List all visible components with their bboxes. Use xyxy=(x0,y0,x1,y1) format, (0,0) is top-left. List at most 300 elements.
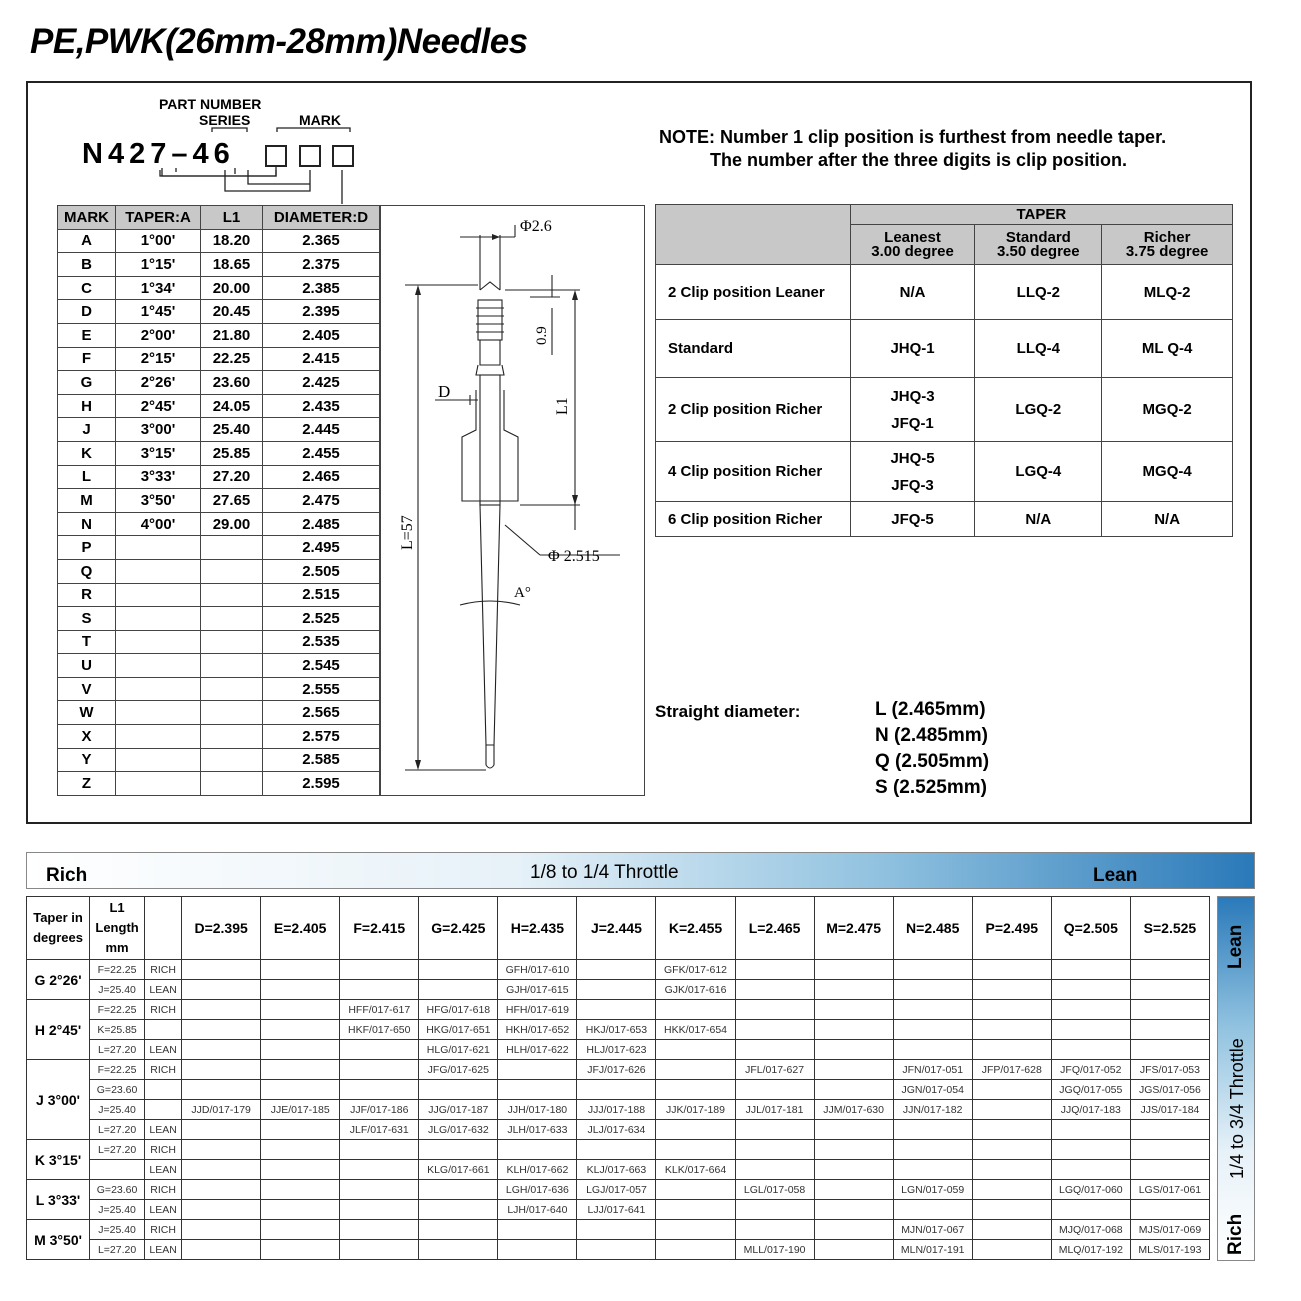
needle-code-cell xyxy=(1130,1020,1209,1040)
needle-code-cell xyxy=(972,1040,1051,1060)
table-cell xyxy=(201,748,263,772)
dim-D-label: D xyxy=(438,382,451,401)
needle-code-cell xyxy=(893,1140,972,1160)
column-name: Standard xyxy=(1005,228,1071,246)
table-row xyxy=(58,441,380,465)
table-cell xyxy=(116,677,201,701)
needle-code-cell: KLJ/017-663 xyxy=(577,1160,656,1180)
table-cell: 2.585 xyxy=(263,748,380,772)
length-cell: L=27.20 xyxy=(90,1120,145,1140)
needle-code-cell: JFJ/017-626 xyxy=(577,1060,656,1080)
needle-code-cell: JGS/017-056 xyxy=(1130,1080,1209,1100)
needle-code-cell xyxy=(419,1080,498,1100)
needle-code-cell: HKJ/017-653 xyxy=(577,1020,656,1040)
needle-code-cell xyxy=(814,1200,893,1220)
needle-code-cell xyxy=(656,1060,735,1080)
needle-code-cell xyxy=(182,1000,261,1020)
row-label: 6 Clip position Richer xyxy=(656,502,851,537)
needle-code-cell: HKK/017-654 xyxy=(656,1020,735,1040)
needle-code-cell: JJE/017-185 xyxy=(261,1100,340,1120)
straight-diameter-value: N (2.485mm) xyxy=(875,725,988,746)
table-row xyxy=(58,489,380,513)
needle-code-cell: JJG/017-187 xyxy=(419,1100,498,1120)
needle-code-cell xyxy=(498,1080,577,1100)
straight-diameter-value: S (2.525mm) xyxy=(875,777,987,798)
table-cell: 20.45 xyxy=(201,300,263,324)
table-row xyxy=(58,418,380,442)
needle-code-cell xyxy=(419,980,498,1000)
needle-code-cell xyxy=(735,1140,814,1160)
table-cell: C xyxy=(58,276,116,300)
needle-code-cell xyxy=(261,980,340,1000)
needle-code-cell: HKF/017-650 xyxy=(340,1020,419,1040)
needle-code-cell xyxy=(656,1080,735,1100)
mark-table-header: TAPER:A xyxy=(116,206,201,230)
table-cell: T xyxy=(58,630,116,654)
needle-code: LLQ-2 xyxy=(1016,283,1060,301)
table-cell: B xyxy=(58,253,116,277)
table-cell: 3°33' xyxy=(116,465,201,489)
taper-column-header xyxy=(975,225,1102,265)
needle-code-cell xyxy=(972,1240,1051,1260)
length-cell: L=27.20 xyxy=(90,1240,145,1260)
needle-code-cell xyxy=(261,1080,340,1100)
needle-code-cell xyxy=(1051,1000,1130,1020)
needle-code-cell xyxy=(498,1140,577,1160)
table-cell: R xyxy=(58,583,116,607)
table-row xyxy=(58,253,380,277)
needle-code-cell: MLQ/017-192 xyxy=(1051,1240,1130,1260)
needle-code-cell: JGN/017-054 xyxy=(893,1080,972,1100)
column-header: L=2.465 xyxy=(735,897,814,960)
needle-code-cell xyxy=(182,1140,261,1160)
band-rich-label: Rich xyxy=(46,865,88,886)
needle-code-cell xyxy=(656,1220,735,1240)
needle-code-cell: HFH/017-619 xyxy=(498,1000,577,1020)
needle-code-cell: GJH/017-615 xyxy=(498,980,577,1000)
taper-header: TAPER xyxy=(850,205,1232,225)
needle-code-cell xyxy=(814,980,893,1000)
needle-code-cell xyxy=(340,1200,419,1220)
note-line-1 xyxy=(659,127,1166,148)
needle-code-cell: JGQ/017-055 xyxy=(1051,1080,1130,1100)
table-cell: L xyxy=(58,465,116,489)
needle-code-cell: JJF/017-186 xyxy=(340,1100,419,1120)
length-cell: F=22.25 xyxy=(90,1000,145,1020)
table-row xyxy=(656,502,1233,537)
table-row xyxy=(656,378,1233,442)
needle-code-cell xyxy=(735,1220,814,1240)
table-cell: 3°00' xyxy=(116,418,201,442)
table-cell: 22.25 xyxy=(201,347,263,371)
table-cell xyxy=(975,378,1102,442)
needle-code-cell xyxy=(972,1020,1051,1040)
needle-code-cell: KLH/017-662 xyxy=(498,1160,577,1180)
needle-code-cell xyxy=(814,960,893,980)
needle-code: MGQ-2 xyxy=(1142,401,1192,418)
taper-column-header xyxy=(1102,225,1233,265)
angle-label: A° xyxy=(514,585,531,601)
needle-code-cell: JLF/017-631 xyxy=(340,1120,419,1140)
length-cell: J=25.40 xyxy=(90,1100,145,1120)
row-label: 2 Clip position Leaner xyxy=(656,265,851,320)
needle-code-cell xyxy=(261,1240,340,1260)
needle-code-cell: GFK/017-612 xyxy=(656,960,735,980)
needle-code-cell xyxy=(1130,1140,1209,1160)
table-cell xyxy=(1102,378,1233,442)
needle-code-cell xyxy=(893,1120,972,1140)
table-row xyxy=(58,276,380,300)
table-cell xyxy=(201,654,263,678)
table-row xyxy=(58,725,380,749)
part-number-label: PART NUMBER xyxy=(159,96,262,112)
needle-code-cell xyxy=(1051,1140,1130,1160)
column-degree: 3.50 degree xyxy=(997,242,1080,260)
needle-code-cell xyxy=(893,980,972,1000)
table-cell: 2.445 xyxy=(263,418,380,442)
rich-lean-cell xyxy=(145,1020,182,1040)
needle-code-cell: MJQ/017-068 xyxy=(1051,1220,1130,1240)
needle-code-cell xyxy=(972,1120,1051,1140)
table-cell: 21.80 xyxy=(201,323,263,347)
table-row xyxy=(58,748,380,772)
table-cell xyxy=(975,320,1102,378)
needle-code-cell xyxy=(1051,1020,1130,1040)
needle-code-cell xyxy=(182,1120,261,1140)
rich-lean-cell: RICH xyxy=(145,1000,182,1020)
needle-code-cell: HFF/017-617 xyxy=(340,1000,419,1020)
table-cell xyxy=(1102,502,1233,537)
needle-code-cell: JFL/017-627 xyxy=(735,1060,814,1080)
needle-code-cell xyxy=(814,1180,893,1200)
needle-code-cell xyxy=(498,1060,577,1080)
needle-code: JFQ-5 xyxy=(891,510,934,528)
table-cell: 2.575 xyxy=(263,725,380,749)
column-header: E=2.405 xyxy=(261,897,340,960)
table-cell xyxy=(975,442,1102,502)
table-cell: H xyxy=(58,394,116,418)
needle-code-cell xyxy=(340,1240,419,1260)
table-cell: Q xyxy=(58,559,116,583)
table-cell xyxy=(1102,320,1233,378)
needle-code-cell xyxy=(972,1180,1051,1200)
needle-code: JHQ-1 xyxy=(890,340,935,357)
table-row xyxy=(27,1160,1210,1180)
needle-code-cell xyxy=(261,1200,340,1220)
needle-code-cell: JJL/017-181 xyxy=(735,1100,814,1120)
table-cell: U xyxy=(58,654,116,678)
needle-code-cell xyxy=(735,1200,814,1220)
table-cell xyxy=(201,559,263,583)
needle-code-cell: JFP/017-628 xyxy=(972,1060,1051,1080)
needle-code-cell: JLG/017-632 xyxy=(419,1120,498,1140)
needle-code: JHQ-3 xyxy=(890,387,935,405)
needle-code-cell: HFG/017-618 xyxy=(419,1000,498,1020)
column-header xyxy=(145,897,182,960)
table-row xyxy=(58,347,380,371)
table-cell: 1°45' xyxy=(116,300,201,324)
mark-label: MARK xyxy=(299,112,341,128)
needle-code-cell xyxy=(656,1200,735,1220)
table-cell: 27.20 xyxy=(201,465,263,489)
table-row xyxy=(58,701,380,725)
table-row xyxy=(27,980,1210,1000)
needle-code: ML Q-4 xyxy=(1141,340,1193,357)
needle-code-cell xyxy=(735,1000,814,1020)
needle-code-cell xyxy=(735,1120,814,1140)
column-header: K=2.455 xyxy=(656,897,735,960)
needle-code-cell: LGH/017-636 xyxy=(498,1180,577,1200)
table-row xyxy=(656,265,1233,320)
table-cell: J xyxy=(58,418,116,442)
series-label: SERIES xyxy=(199,112,251,128)
needle-code-cell xyxy=(419,1220,498,1240)
table-row xyxy=(27,1000,1210,1020)
needle-code-cell xyxy=(182,1040,261,1060)
table-cell xyxy=(116,772,201,796)
needle-code-cell: LGN/017-059 xyxy=(893,1180,972,1200)
table-row xyxy=(58,654,380,678)
table-row xyxy=(58,465,380,489)
mark-table-header: L1 xyxy=(201,206,263,230)
table-cell: 23.60 xyxy=(201,371,263,395)
needle-code-cell xyxy=(893,1160,972,1180)
needle-code-cell xyxy=(1130,1040,1209,1060)
taper-column-header xyxy=(850,225,975,265)
needle-code-cell: LJH/017-640 xyxy=(498,1200,577,1220)
needle-code-cell: LGS/017-061 xyxy=(1130,1180,1209,1200)
needle-code-cell xyxy=(419,1180,498,1200)
needle-code-cell xyxy=(656,1180,735,1200)
table-cell: S xyxy=(58,607,116,631)
needle-code-cell xyxy=(1051,1200,1130,1220)
table-row xyxy=(27,1080,1210,1100)
table-row xyxy=(27,1240,1210,1260)
needle-code-cell xyxy=(893,1040,972,1060)
table-cell xyxy=(850,378,975,442)
needle-code-cell: LGL/017-058 xyxy=(735,1180,814,1200)
table-cell: X xyxy=(58,725,116,749)
table-cell: 2.545 xyxy=(263,654,380,678)
needle-code-cell xyxy=(1051,1040,1130,1060)
needle-code-cell: JFS/017-053 xyxy=(1130,1060,1209,1080)
table-cell: 1°00' xyxy=(116,229,201,253)
phi-top-label: Φ2.6 xyxy=(520,218,552,235)
throttle-sidebar xyxy=(1217,896,1255,1261)
needle-code-cell xyxy=(814,1040,893,1060)
needle-code: LGQ-2 xyxy=(1015,401,1062,418)
table-cell: 2.395 xyxy=(263,300,380,324)
needle-code-cell xyxy=(182,1180,261,1200)
needle-code-cell xyxy=(182,960,261,980)
column-header: F=2.415 xyxy=(340,897,419,960)
needle-code-cell xyxy=(182,1240,261,1260)
column-degree: 3.00 degree xyxy=(871,242,954,260)
needle-code-cell xyxy=(735,1160,814,1180)
needle-code-cell xyxy=(340,980,419,1000)
needle-code-cell xyxy=(261,1000,340,1020)
needle-code-cell: HLJ/017-623 xyxy=(577,1040,656,1060)
length-cell: L=27.20 xyxy=(90,1140,145,1160)
needle-code-cell xyxy=(261,1120,340,1140)
needle-code-cell xyxy=(182,1060,261,1080)
needle-code-cell: MLL/017-190 xyxy=(735,1240,814,1260)
needle-code-cell xyxy=(972,1220,1051,1240)
needle-code-cell xyxy=(893,1020,972,1040)
table-cell xyxy=(116,725,201,749)
table-cell xyxy=(201,630,263,654)
table-cell: 2.515 xyxy=(263,583,380,607)
table-cell xyxy=(1102,265,1233,320)
needle-code-cell: KLK/017-664 xyxy=(656,1160,735,1180)
table-cell xyxy=(201,772,263,796)
needle-code-cell xyxy=(340,1040,419,1060)
mark-table-header: MARK xyxy=(58,206,116,230)
needle-code-cell xyxy=(735,1020,814,1040)
table-row xyxy=(27,1200,1210,1220)
needle-code-cell: JJH/017-180 xyxy=(498,1100,577,1120)
table-cell: 25.85 xyxy=(201,441,263,465)
needle-code-cell: HLH/017-622 xyxy=(498,1040,577,1060)
table-row xyxy=(27,1120,1210,1140)
needle-code-cell xyxy=(814,1160,893,1180)
needle-code-cell: JLJ/017-634 xyxy=(577,1120,656,1140)
table-cell: N xyxy=(58,512,116,536)
needle-code-cell: KLG/017-661 xyxy=(419,1160,498,1180)
sidebar-rich-label: Rich xyxy=(1225,1213,1246,1255)
needle-code-cell xyxy=(656,1120,735,1140)
needle-code-cell xyxy=(814,1020,893,1040)
table-cell: 2.375 xyxy=(263,253,380,277)
rich-lean-cell: RICH xyxy=(145,1060,182,1080)
needle-code-cell xyxy=(182,1080,261,1100)
table-cell: 18.65 xyxy=(201,253,263,277)
table-cell: 2.595 xyxy=(263,772,380,796)
table-cell: M xyxy=(58,489,116,513)
needle-code-cell xyxy=(261,1180,340,1200)
table-cell: 18.20 xyxy=(201,229,263,253)
needle-code-cell xyxy=(261,1160,340,1180)
needle-code-cell xyxy=(972,1080,1051,1100)
needle-code-cell xyxy=(498,1240,577,1260)
needle-code-cell xyxy=(814,1220,893,1240)
table-cell: 2.565 xyxy=(263,701,380,725)
rich-lean-cell: RICH xyxy=(145,960,182,980)
table-cell: 3°50' xyxy=(116,489,201,513)
table-cell xyxy=(201,583,263,607)
needle-code-cell xyxy=(972,1100,1051,1120)
column-name: Richer xyxy=(1143,228,1191,246)
table-cell: 3°15' xyxy=(116,441,201,465)
column-header: G=2.425 xyxy=(419,897,498,960)
table-cell: 24.05 xyxy=(201,394,263,418)
dim-L-label: L=57 xyxy=(399,515,416,550)
length-cell: G=23.60 xyxy=(90,1080,145,1100)
needle-code-cell xyxy=(735,1040,814,1060)
needle-code-cell xyxy=(1130,1000,1209,1020)
needle-code: JHQ-5 xyxy=(890,449,935,467)
rich-lean-cell: LEAN xyxy=(145,980,182,1000)
needle-code-cell xyxy=(1051,960,1130,980)
needle-code-cell: JFN/017-051 xyxy=(893,1060,972,1080)
table-cell: 2°26' xyxy=(116,371,201,395)
row-label: Standard xyxy=(656,320,851,378)
needle-code-cell: JJN/017-182 xyxy=(893,1100,972,1120)
table-cell: 2.415 xyxy=(263,347,380,371)
table-row xyxy=(27,960,1210,980)
table-row xyxy=(58,371,380,395)
table-row xyxy=(58,536,380,560)
table-cell xyxy=(975,502,1102,537)
needle-code-cell xyxy=(656,1140,735,1160)
straight-diameter-value: Q (2.505mm) xyxy=(875,751,990,772)
table-row xyxy=(58,229,380,253)
table-cell xyxy=(201,607,263,631)
needle-code-cell: MJN/017-067 xyxy=(893,1220,972,1240)
column-header: M=2.475 xyxy=(814,897,893,960)
table-cell xyxy=(850,502,975,537)
needle-code-cell xyxy=(340,960,419,980)
needle-code-cell xyxy=(1051,1160,1130,1180)
column-header: Taper in degrees xyxy=(27,897,90,960)
needle-code-cell xyxy=(182,1020,261,1040)
needle-code-cell xyxy=(1130,1160,1209,1180)
rich-lean-cell: LEAN xyxy=(145,1160,182,1180)
needle-code-cell: JJD/017-179 xyxy=(182,1100,261,1120)
column-header: N=2.485 xyxy=(893,897,972,960)
needle-code-cell xyxy=(735,960,814,980)
needle-code-cell: JLH/017-633 xyxy=(498,1120,577,1140)
needle-code-cell: JFQ/017-052 xyxy=(1051,1060,1130,1080)
column-header: S=2.525 xyxy=(1130,897,1209,960)
needle-code-cell xyxy=(1051,1120,1130,1140)
table-cell xyxy=(201,677,263,701)
table-row xyxy=(27,1020,1210,1040)
needle-code-cell xyxy=(814,1080,893,1100)
table-row xyxy=(58,559,380,583)
band-throttle-label: 1/8 to 1/4 Throttle xyxy=(530,862,679,883)
needle-code-cell: MLN/017-191 xyxy=(893,1240,972,1260)
table-cell xyxy=(201,701,263,725)
needle-code-cell xyxy=(419,1200,498,1220)
needle-code-cell xyxy=(577,960,656,980)
table-row xyxy=(656,442,1233,502)
column-header: P=2.495 xyxy=(972,897,1051,960)
needle-code-cell xyxy=(893,1200,972,1220)
length-cell: G=23.60 xyxy=(90,1180,145,1200)
needle-code-cell xyxy=(182,1160,261,1180)
needle-code-cell xyxy=(814,1140,893,1160)
needle-code-cell xyxy=(893,1000,972,1020)
table-cell: 2°45' xyxy=(116,394,201,418)
rich-lean-cell: RICH xyxy=(145,1180,182,1200)
table-cell xyxy=(850,442,975,502)
table-row xyxy=(58,607,380,631)
needle-code: LGQ-4 xyxy=(1015,463,1062,480)
needle-code-cell xyxy=(814,1240,893,1260)
needle-code-cell xyxy=(182,1220,261,1240)
table-cell: V xyxy=(58,677,116,701)
needle-code-cell xyxy=(261,960,340,980)
needle-code-cell xyxy=(814,1060,893,1080)
table-cell: F xyxy=(58,347,116,371)
needle-code-cell xyxy=(1130,960,1209,980)
needle-code: LLQ-4 xyxy=(1016,340,1060,357)
table-cell xyxy=(201,536,263,560)
needle-code-cell xyxy=(656,1040,735,1060)
table-row xyxy=(58,772,380,796)
table-cell: 2.555 xyxy=(263,677,380,701)
